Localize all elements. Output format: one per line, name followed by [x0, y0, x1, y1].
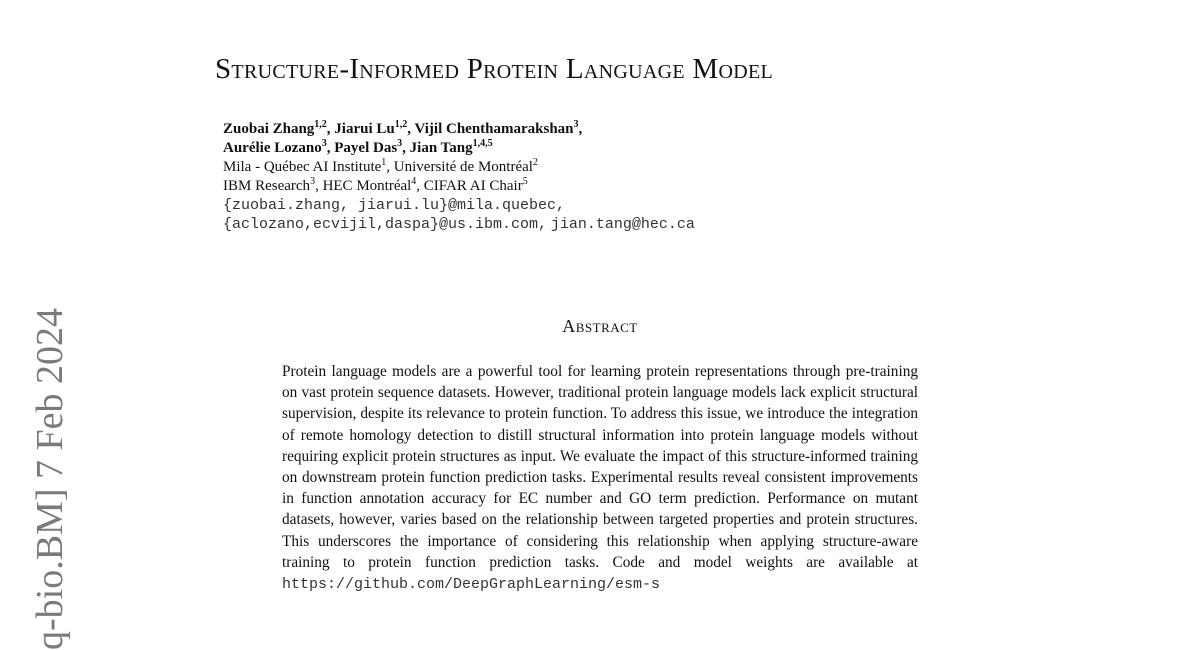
name-text: Mila - Québec AI Institute — [223, 159, 382, 175]
name-text: Jiarui Lu — [334, 121, 395, 137]
email-text: {zuobai.zhang, jiarui.lu}@mila.quebec, — [223, 197, 566, 214]
superscript-marker: 4 — [411, 176, 417, 187]
code-link[interactable]: https://github.com/DeepGraphLearning/esm-s — [282, 576, 661, 594]
email-text: {aclozano,ecvijil,daspa}@us.ibm.com, — [223, 216, 548, 233]
author-block — [223, 120, 983, 234]
name-text: Jian Tang — [409, 140, 473, 156]
separator: , — [578, 121, 583, 137]
abstract-body — [282, 361, 918, 595]
separator: , — [407, 121, 415, 137]
superscript-marker: 1,4,5 — [472, 138, 493, 149]
name-text: CIFAR AI Chair — [423, 178, 523, 194]
arxiv-side-stamp — [28, 290, 72, 650]
separator: , — [326, 121, 335, 137]
superscript-marker: 3 — [573, 119, 579, 130]
paper-title: Structure-Informed Protein Language Model — [215, 53, 773, 85]
name-text: Aurélie Lozano — [223, 140, 322, 156]
name-text: Vijil Chenthamarakshan — [414, 121, 574, 137]
name-text: Université de Montréal — [393, 159, 533, 175]
superscript-marker: 1 — [381, 157, 387, 168]
author-line-1 — [223, 120, 983, 139]
superscript-marker: 3 — [397, 138, 403, 149]
superscript-marker: 1,2 — [314, 119, 327, 130]
name-text: Zuobai Zhang — [223, 121, 315, 137]
author-line-2 — [223, 139, 983, 158]
email-text: jian.tang@hec.ca — [550, 216, 695, 233]
name-text: Payel Das — [334, 140, 398, 156]
affiliation-line-1 — [223, 158, 983, 177]
abstract-text: Protein language models are a powerful tool for learning protein representations through pre-training on vast protein sequence datasets. However, traditional protein language models lack explicit structural supervision, despite its relevance to protein function. To address this issue, we introduce the integration of remote homology detection to distill structural information into protein language models without requiring explicit protein structures as input. We evaluate the impact of this structure-informed training on downstream protein function prediction tasks. Experimental results reveal consistent improvements in function annotation accuracy for EC number and GO term prediction. Performance on mutant datasets, however, varies based on the relationship between targeted properties and protein structures. This underscores the importance of considering this relationship when applying structure-aware training to protein function prediction tasks. Code and model weights are available at — [282, 363, 918, 571]
email-line-1 — [223, 196, 983, 215]
arxiv-stamp-text: q-bio.BM] 7 Feb 2024 — [29, 308, 71, 650]
separator: , — [315, 178, 323, 194]
superscript-marker: 2 — [532, 157, 538, 168]
separator: , — [386, 159, 394, 175]
affiliation-line-2 — [223, 177, 983, 196]
name-text: IBM Research — [223, 178, 311, 194]
separator: , — [416, 178, 424, 194]
separator: , — [326, 140, 335, 156]
name-text: HEC Montréal — [322, 178, 412, 194]
separator: , — [402, 140, 410, 156]
abstract-heading: Abstract — [562, 316, 638, 336]
superscript-marker: 5 — [522, 176, 528, 187]
superscript-marker: 3 — [310, 176, 316, 187]
superscript-marker: 3 — [321, 138, 327, 149]
superscript-marker: 1,2 — [394, 119, 408, 130]
email-line-2 — [223, 215, 983, 234]
